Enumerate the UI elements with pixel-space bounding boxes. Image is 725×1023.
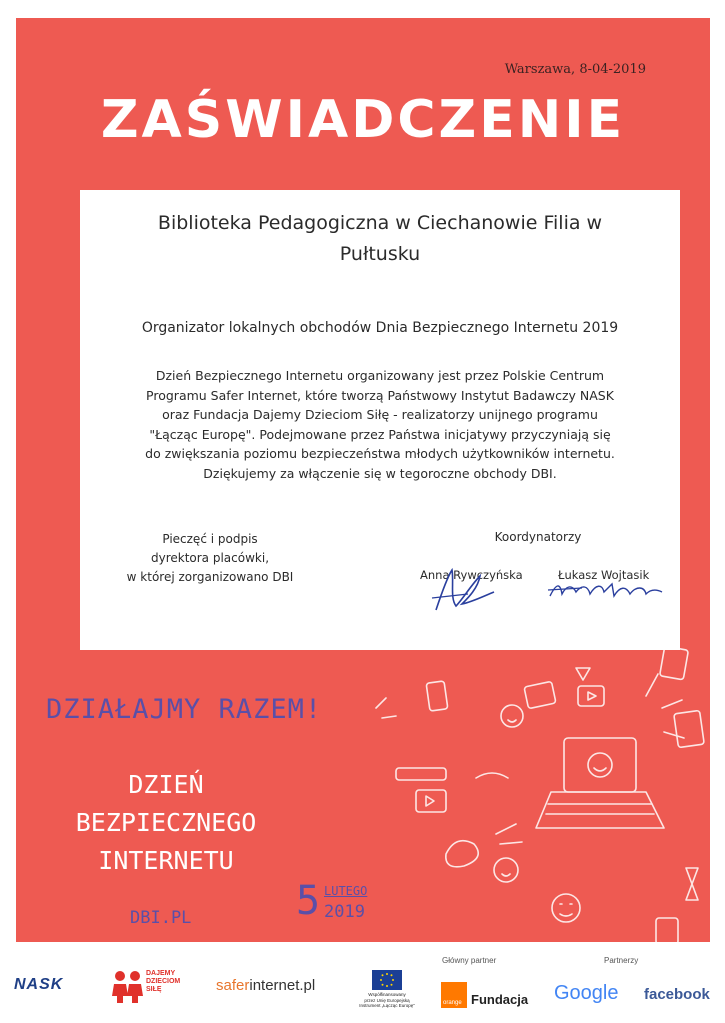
body-line: Dziękujemy za włączenie się w tegoroczne obchody DBI. — [203, 465, 557, 481]
event-title-line: INTERNETU — [98, 846, 234, 875]
partners-label: Partnerzy — [604, 956, 639, 965]
event-title — [56, 766, 276, 880]
event-month: LUTEGO — [324, 884, 368, 898]
children-logo-icon — [110, 968, 146, 1004]
ddds-line: SIŁĘ — [146, 986, 162, 993]
ddds-logo-text — [146, 970, 180, 994]
eu-line: Instrument „Łącząc Europę” — [359, 1003, 415, 1008]
ddds-line: DAJEMY — [146, 970, 176, 977]
fundacja-label: Fundacja — [471, 992, 529, 1007]
eu-caption — [352, 992, 422, 1009]
slogan: DZIAŁAJMY RAZEM! — [46, 694, 323, 725]
event-day: 5 — [296, 878, 321, 924]
certificate-title: ZAŚWIADCZENIE — [100, 90, 626, 150]
certificate-body — [110, 366, 650, 483]
internet-part: internet.pl — [249, 977, 316, 994]
eu-flag-icon — [372, 970, 402, 990]
body-line: Dzień Bezpiecznego Internetu organizowany jest przez Polskie Centrum — [155, 368, 605, 383]
coordinator-2-name: Łukasz Wojtasik — [558, 568, 650, 582]
main-partner-label: Główny partner — [442, 956, 497, 965]
event-year: 2019 — [324, 902, 365, 922]
eu-line: przez Unię Europejską — [364, 997, 410, 1003]
safer-part: safer — [216, 977, 250, 994]
body-line: "Łącząc Europę". Podejmowane przez Państwa inicjatywy przyczyniają się — [149, 426, 611, 442]
eu-line: Współfinansowany — [368, 992, 406, 997]
body-line: do zwiększania poziomu bezpieczeństwa młodych użytkowników internetu. — [145, 446, 615, 461]
coordinator-1-name: Anna Rywczyńska — [420, 568, 523, 582]
stamp-line: Pieczęć i podpis — [162, 532, 258, 546]
partner-footer — [0, 950, 725, 1023]
orange-logo — [441, 982, 467, 1008]
body-line: oraz Fundacja Dajemy Dzieciom Siłę - realizatorzy unijnego programu — [162, 407, 598, 422]
nask-logo: NASK — [14, 976, 64, 993]
orange-logo-text: orange — [443, 1000, 462, 1006]
event-site: DBI.PL — [130, 908, 192, 928]
google-logo: Google — [554, 982, 619, 1004]
saferinternet-logo — [216, 977, 315, 994]
stamp-line: dyrektora placówki, — [150, 551, 270, 565]
stamp-caption — [110, 530, 310, 587]
signature-2-icon — [546, 576, 666, 606]
event-title-line: DZIEŃ — [128, 770, 204, 799]
certificate-card — [80, 190, 680, 650]
event-title-line: BEZPIECZNEGO — [75, 808, 257, 837]
organizer-subtitle: Organizator lokalnych obchodów Dnia Bezpiecznego Internetu 2019 — [141, 320, 619, 336]
facebook-logo: facebook — [644, 986, 710, 1003]
issue-date: Warszawa, 8-04-2019 — [504, 62, 646, 77]
ddds-line: DZIECIOM — [146, 978, 181, 985]
signature-1-icon — [428, 562, 498, 618]
stamp-line: w której zorganizowano DBI — [126, 570, 294, 584]
laptop-doodle-icon — [346, 638, 706, 942]
body-line: Programu Safer Internet, które tworzą Państwowy Instytut Badawczy NASK — [146, 387, 614, 403]
institution-name: Biblioteka Pedagogiczna w Ciechanowie Filia w Pułtusku — [157, 212, 603, 265]
certificate-panel — [16, 18, 710, 942]
coordinators-label: Koordynatorzy — [494, 530, 582, 544]
